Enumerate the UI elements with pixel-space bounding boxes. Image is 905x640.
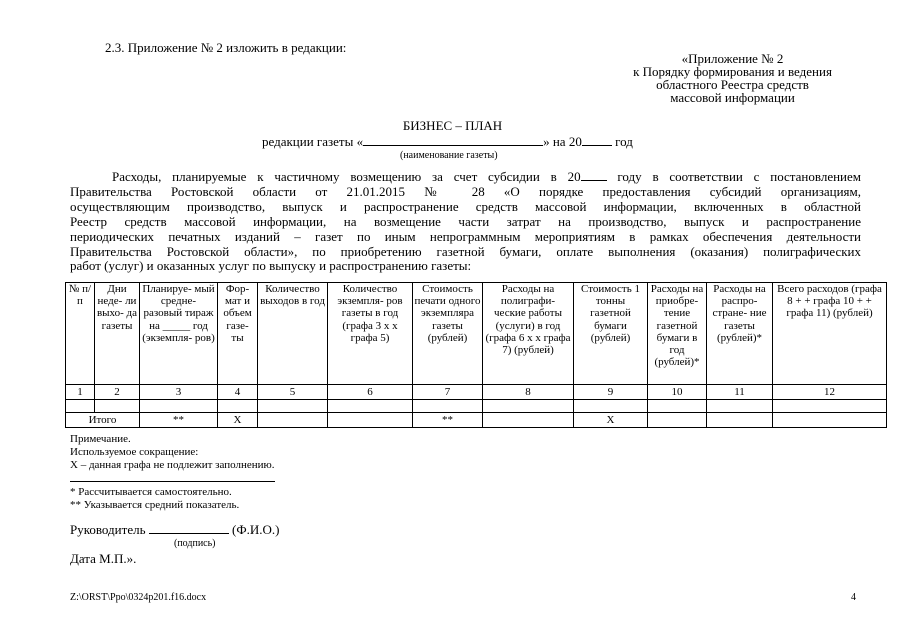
paragraph-line-5: периодических печатных изданий – газет по иным непрограммным мероприятиям в рамках обеспечения деятельности: [70, 228, 861, 244]
document-title: БИЗНЕС – ПЛАН: [402, 118, 503, 133]
abbreviation-x: Х – данная графа не подлежит заполнению.: [70, 459, 275, 471]
table-header-row: [66, 283, 887, 385]
signature-caption: (подпись): [174, 538, 216, 549]
paragraph-line-6: Правительства Ростовской области», по приобретению газетной бумаги, оплате выполнения (оказания) полиграфических: [70, 243, 861, 259]
column-number-cell: 8: [483, 385, 574, 400]
column-number-cell: 9: [574, 385, 648, 400]
column-number-cell: 5: [258, 385, 328, 400]
subtitle-middle: » на 20: [543, 134, 582, 149]
table-cell[interactable]: [328, 400, 413, 413]
newspaper-name-blank: [363, 145, 543, 146]
header-cell: Расходы на распро- стране- ние газеты (рублей)*: [707, 283, 773, 385]
total-cell: Х: [574, 413, 648, 428]
table-cell[interactable]: [574, 400, 648, 413]
table-empty-row: [66, 400, 887, 413]
header-cell: Количество экземпля- ров газеты в год (графа 3 х х графа 5): [328, 283, 413, 385]
subtitle-line: [262, 134, 633, 149]
header-cell: Расходы на полиграфи- ческие работы (услуги) в год (графа 6 х х графа 7) (рублей): [483, 283, 574, 385]
header-cell: Расходы на приобре- тение газетной бумаги в год (рублей)*: [648, 283, 707, 385]
signature-label: Руководитель: [70, 522, 146, 537]
table-cell[interactable]: [140, 400, 218, 413]
header-cell: Стоимость 1 тонны газетной бумаги (рублей): [574, 283, 648, 385]
total-cell: **: [140, 413, 218, 428]
header-cell: Всего расходов (графа 8 + + графа 10 + + графа 11) (рублей): [773, 283, 887, 385]
table-cell[interactable]: [218, 400, 258, 413]
signature-line: [70, 522, 279, 537]
subtitle-suffix: год: [615, 134, 633, 149]
header-cell: Фор- мат и объем газе- ты: [218, 283, 258, 385]
footnote-2: ** Указывается средний показатель.: [70, 499, 240, 511]
footnote-1: * Рассчитывается самостоятельно.: [70, 486, 232, 498]
abbreviation-title: Используемое сокращение:: [70, 446, 199, 458]
total-cell: **: [413, 413, 483, 428]
subsidy-year-blank: [581, 180, 607, 181]
table-column-numbers-row: [66, 385, 887, 400]
annex-line-3: областного Реестра средств: [656, 77, 809, 92]
table-cell[interactable]: [95, 400, 140, 413]
total-label-cell: Итого: [66, 413, 140, 428]
total-cell: [328, 413, 413, 428]
header-cell: Дни неде- ли выхо- да газеты: [95, 283, 140, 385]
footer-page-number: 4: [851, 592, 856, 603]
header-cell: Планируе- мый средне- разовый тираж на _____ год (экземпля- ров): [140, 283, 218, 385]
column-number-cell: 3: [140, 385, 218, 400]
table-cell[interactable]: [648, 400, 707, 413]
column-number-cell: 6: [328, 385, 413, 400]
footer-file-path: Z:\ORST\Ppo\0324p201.f16.docx: [70, 592, 207, 603]
date-stamp-line: Дата М.П.».: [70, 551, 137, 566]
annex-line-4: массовой информации: [670, 90, 795, 105]
annex-line-2: к Порядку формирования и ведения: [633, 64, 832, 79]
column-number-cell: 1: [66, 385, 95, 400]
table-cell[interactable]: [413, 400, 483, 413]
table-cell[interactable]: [66, 400, 95, 413]
newspaper-name-caption: (наименование газеты): [400, 150, 498, 161]
table-cell[interactable]: [483, 400, 574, 413]
header-cell: Стоимость печати одного экземпляра газеты (рублей): [413, 283, 483, 385]
intro-line: 2.3. Приложение № 2 изложить в редакции:: [105, 40, 347, 55]
business-plan-table: [65, 282, 887, 428]
table-cell[interactable]: [773, 400, 887, 413]
column-number-cell: 4: [218, 385, 258, 400]
column-number-cell: 7: [413, 385, 483, 400]
paragraph-line-1: Расходы, планируемые к частичному возмещению за счет субсидии в 20 году в соответствии с постановлением: [112, 169, 862, 184]
paragraph-line-7: работ (услуг) и оказанных услуг по выпуску и распространению газеты:: [70, 258, 472, 274]
column-number-cell: 11: [707, 385, 773, 400]
note-title: Примечание.: [70, 433, 131, 445]
paragraph-line-2: Правительства Ростовской области от 21.01.2015 № 28 «О порядке предоставления субсидий организациям,: [70, 183, 861, 199]
table-total-row: [66, 413, 887, 428]
paragraph-line-3: осуществляющим производство, выпуск и распространение средств массовой информации, включенных в областной: [70, 198, 861, 214]
column-number-cell: 10: [648, 385, 707, 400]
footnote-separator: [70, 481, 275, 482]
annex-line-1: «Приложение № 2: [681, 51, 784, 66]
signature-blank: [149, 533, 229, 534]
total-cell: [483, 413, 574, 428]
total-cell: [258, 413, 328, 428]
annex-header: [600, 52, 865, 104]
table-cell[interactable]: [258, 400, 328, 413]
year-blank: [582, 145, 612, 146]
header-cell: № п/п: [66, 283, 95, 385]
total-cell: [648, 413, 707, 428]
column-number-cell: 12: [773, 385, 887, 400]
main-paragraph: [70, 170, 861, 274]
header-cell: Количество выходов в год: [258, 283, 328, 385]
subtitle-prefix: редакции газеты «: [262, 134, 364, 149]
column-number-cell: 2: [95, 385, 140, 400]
total-cell: [773, 413, 887, 428]
paragraph-line-4: Реестр средств массовой информации, на возмещение части затрат на производство, выпуск и распространение: [70, 213, 861, 229]
total-cell: [707, 413, 773, 428]
total-cell: Х: [218, 413, 258, 428]
table-cell[interactable]: [707, 400, 773, 413]
signature-fio: (Ф.И.О.): [232, 522, 280, 537]
